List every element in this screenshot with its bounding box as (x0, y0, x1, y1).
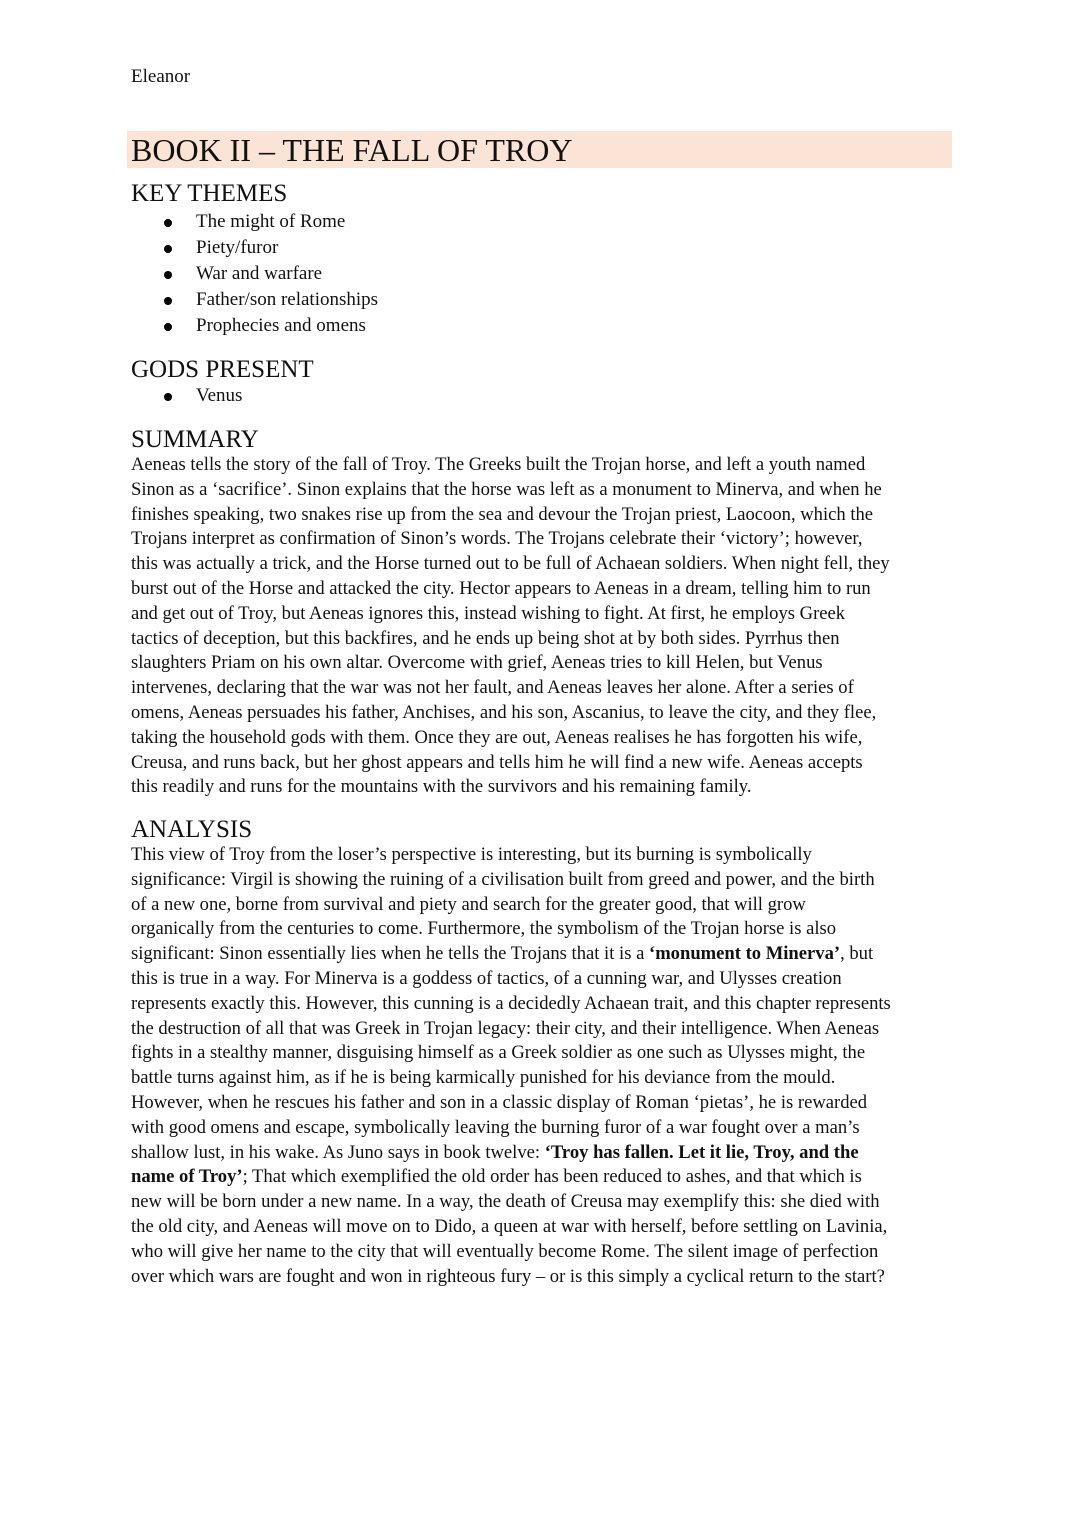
list-item-label: Venus (196, 385, 243, 406)
analysis-line (131, 1041, 951, 1066)
list-item (160, 261, 378, 287)
body-text: with good omens and escape, symbolically leaving the burning furor of a war fought over a man’s (131, 1116, 860, 1138)
gods-present-list (160, 383, 242, 409)
quote-text: ‘Troy has fallen. Let it lie, Troy, and the (544, 1141, 859, 1163)
gods-present-heading: GODS PRESENT (131, 356, 314, 383)
list-item-label: Father/son relationships (196, 289, 379, 310)
body-text: However, when he rescues his father and son in a classic display of Roman ‘pietas’, he is rewarded (131, 1091, 868, 1113)
summary-line: Creusa, and runs back, but her ghost appears and tells him he will find a new wife. Aeneas accepts (131, 751, 863, 773)
summary-line: tactics of deception, but this backfires, and he ends up being shot at by both sides. Pyrrhus then (131, 627, 840, 649)
bullet-icon (164, 219, 172, 227)
list-item-label: Prophecies and omens (196, 315, 366, 336)
analysis-line (131, 868, 951, 893)
analysis-line (131, 1215, 951, 1240)
body-text: , but (840, 943, 874, 965)
analysis-line (131, 1066, 951, 1091)
summary-line: Trojans interpret as confirmation of Sinon’s words. The Trojans celebrate their ‘victory’; however, (131, 528, 863, 550)
analysis-line (131, 1190, 951, 1215)
body-text: fights in a stealthy manner, disguising himself as a Greek soldier as one such as Ulysses might, the (131, 1042, 866, 1064)
summary-line: finishes speaking, two snakes rise up from the sea and devour the Trojan priest, Laocoon, which the (131, 503, 874, 525)
summary-line: and get out of Troy, but Aeneas ignores this, instead wishing to fight. At first, he employs Greek (131, 602, 846, 624)
body-text: over which wars are fought and won in righteous fury – or is this simply a cyclical return to the start? (131, 1265, 885, 1287)
list-item-label: The might of Rome (196, 211, 346, 232)
summary-line: this was actually a trick, and the Horse turned out to be full of Achaean soldiers. When night fell, they (131, 553, 890, 575)
summary-line: intervenes, declaring that the war was not her fault, and Aeneas leaves her alone. After a series of (131, 677, 854, 699)
quote-text: name of Troy’ (131, 1166, 243, 1188)
analysis-line (131, 1141, 951, 1166)
body-text: battle turns against him, as if he is being karmically punished for his deviance from the mould. (131, 1067, 836, 1089)
key-themes-heading: KEY THEMES (131, 180, 288, 207)
list-item (160, 287, 378, 313)
summary-line: burst out of the Horse and attacked the city. Hector appears to Aeneas in a dream, telling him to run (131, 577, 871, 599)
summary-heading: SUMMARY (131, 426, 259, 453)
summary-line: Aeneas tells the story of the fall of Troy. The Greeks built the Trojan horse, and left a youth named (131, 454, 866, 475)
list-item (160, 235, 378, 261)
list-item (160, 209, 378, 235)
summary-line: Sinon as a ‘sacrifice’. Sinon explains that the horse was left as a monument to Minerva, and when he (131, 478, 882, 500)
quote-text: ‘monument to Minerva’ (649, 943, 841, 965)
analysis-paragraph (131, 843, 951, 1289)
body-text: this is true in a way. For Minerva is a goddess of tactics, of a cunning war, and Ulysses creation (131, 967, 842, 989)
body-text: new will be born under a new name. In a way, the death of Creusa may exemplify this: she died with (131, 1191, 880, 1213)
body-text: the old city, and Aeneas will move on to Dido, a queen at war with herself, before settling on Lavinia, (131, 1215, 888, 1237)
list-item-label: War and warfare (196, 263, 323, 284)
body-text: of a new one, borne from survival and piety and search for the greater good, that will grow (131, 893, 806, 915)
document-title: BOOK II – THE FALL OF TROY (131, 132, 573, 168)
body-text: significant: Sinon essentially lies when he tells the Trojans that it is a (131, 943, 649, 965)
body-text: the destruction of all that was Greek in Trojan legacy: their city, and their intelligence. When Aeneas (131, 1017, 880, 1039)
body-text: This view of Troy from the loser’s perspective is interesting, but its burning is symbolically (131, 844, 812, 865)
analysis-line (131, 1240, 951, 1265)
bullet-icon (164, 271, 172, 279)
body-text: ; That which exemplified the old order has been reduced to ashes, and that which is (242, 1166, 862, 1188)
list-item (160, 383, 242, 409)
analysis-line (131, 1116, 951, 1141)
analysis-line (131, 843, 951, 868)
analysis-line (131, 917, 951, 942)
bullet-icon (164, 297, 172, 305)
bullet-icon (164, 393, 172, 401)
summary-line: taking the household gods with them. Once they are out, Aeneas realises he has forgotten his wife, (131, 726, 863, 748)
body-text: shallow lust, in his wake. As Juno says in book twelve: (131, 1141, 545, 1163)
summary-line: omens, Aeneas persuades his father, Anchises, and his son, Ascanius, to leave the city, and they flee, (131, 701, 877, 723)
analysis-line (131, 1017, 951, 1042)
list-item-label: Piety/furor (196, 237, 279, 258)
body-text: who will give her name to the city that will eventually become Rome. The silent image of perfection (131, 1240, 879, 1262)
analysis-line (131, 1091, 951, 1116)
key-themes-list (160, 209, 378, 339)
analysis-line (131, 893, 951, 918)
body-text: significance: Virgil is showing the ruining of a civilisation built from greed and power, and the birth (131, 868, 875, 890)
summary-line: this readily and runs for the mountains with the survivors and his remaining family. (131, 776, 752, 798)
body-text: organically from the centuries to come. Furthermore, the symbolism of the Trojan horse is also (131, 918, 837, 940)
analysis-line (131, 992, 951, 1017)
analysis-line (131, 1265, 951, 1290)
list-item (160, 313, 378, 339)
analysis-line (131, 1165, 951, 1190)
body-text: represents exactly this. However, this cunning is a decidedly Achaean trait, and this chapter represents (131, 992, 891, 1014)
author-name: Eleanor (131, 66, 191, 87)
bullet-icon (164, 323, 172, 331)
analysis-heading: ANALYSIS (131, 816, 253, 843)
bullet-icon (164, 245, 172, 253)
analysis-line (131, 967, 951, 992)
summary-line: slaughters Priam on his own altar. Overcome with grief, Aeneas tries to kill Helen, but Venus (131, 652, 823, 674)
analysis-line (131, 942, 951, 967)
summary-paragraph (131, 453, 951, 800)
